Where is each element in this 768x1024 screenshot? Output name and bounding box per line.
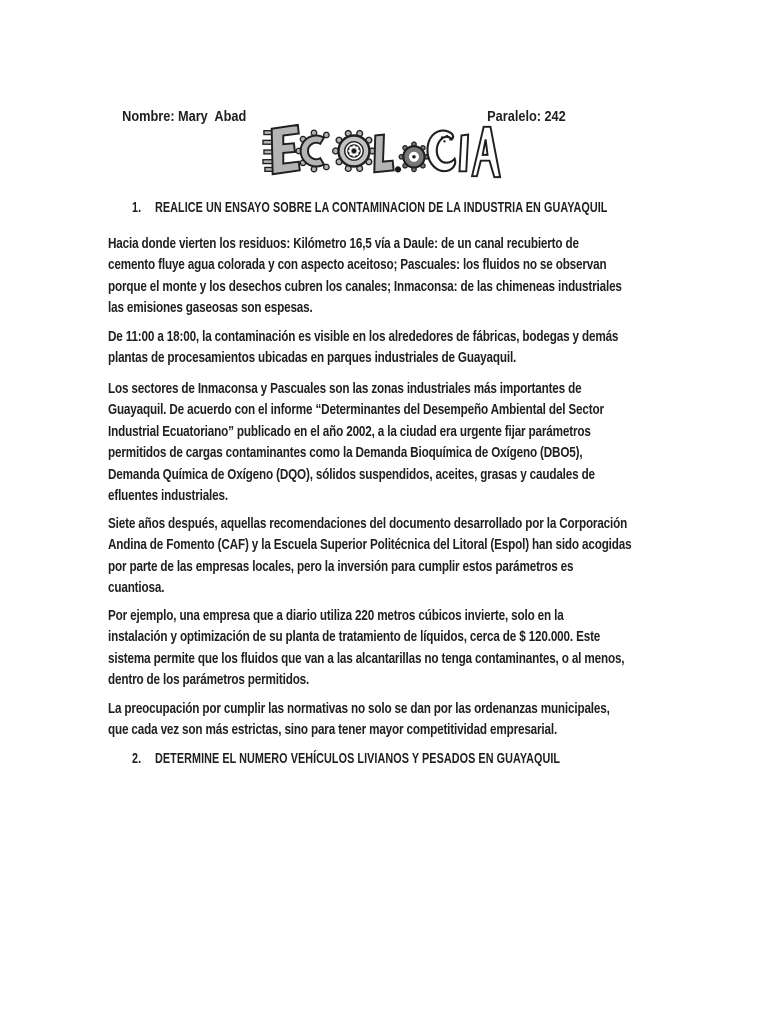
paragraph-1-line: Hacia donde vierten los residuos: Kilómetro 16,5 vía a Daule: de un canal recubierto de	[108, 235, 579, 252]
paragraph-2-line: plantas de procesamientos ubicadas en parques industriales de Guayaquil.	[108, 349, 517, 367]
paragraph-3-line: Los sectores de Inmaconsa y Pascuales son las zonas industriales más importantes de	[108, 380, 582, 397]
logo-letter-a	[472, 127, 500, 177]
paralelo-value: 242	[544, 108, 566, 125]
paragraph-1-line: porque el monte y los desechos cubren los canales; Inmaconsa: de las chimeneas industriales	[108, 277, 622, 295]
logo-letter-i	[459, 135, 468, 172]
paragraph-6	[108, 698, 685, 741]
paragraph-3	[108, 378, 685, 506]
paragraph-5-line: Por ejemplo, una empresa que a diario utiliza 220 metros cúbicos invierte, solo en la	[108, 607, 564, 624]
logo-letter-g	[427, 131, 455, 172]
name-label: Nombre:	[122, 108, 175, 125]
paragraph-3-line: efluentes industriales.	[108, 487, 228, 505]
paragraph-3-line: permitidos de cargas contaminantes como la Demanda Bioquímica de Oxígeno (DBO5),	[108, 444, 583, 462]
heading-2-number: 2.	[132, 750, 142, 767]
logo-letter-c	[296, 130, 329, 172]
paragraph-4-line: por parte de las empresas locales, pero la inversión para cumplir estos parámetros es	[108, 557, 574, 575]
heading-2-title: DETERMINE EL NUMERO VEHÍCULOS LIVIANOS Y PESADOS EN GUAYAQUIL	[155, 750, 561, 767]
paragraph-6-line: La preocupación por cumplir las normativas no solo se dan por las ordenanzas municipales,	[108, 700, 610, 717]
ecologia-logo	[262, 116, 504, 188]
paragraph-5	[108, 605, 685, 691]
name-value: Mary Abad	[177, 108, 247, 125]
essay-heading-1	[132, 199, 607, 216]
student-name-field	[108, 91, 246, 142]
paragraph-5-line: sistema permite que los fluidos que van a las alcantarillas no tenga contaminantes, o al menos,	[108, 649, 625, 667]
paragraph-3-line: Demanda Química de Oxígeno (DQO), sólidos suspendidos, aceites, grasas y caudales de	[108, 465, 595, 483]
paragraph-1	[108, 233, 685, 319]
paragraph-4-line: Siete años después, aquellas recomendaciones del documento desarrollado por la Corporación	[108, 515, 628, 532]
logo-letter-o2	[399, 142, 429, 172]
essay-heading-2	[132, 750, 560, 767]
paragraph-6-line: que cada vez son más estrictas, sino para tener mayor competitividad empresarial.	[108, 721, 558, 739]
paragraph-4	[108, 513, 685, 599]
paragraph-4-line: Andina de Fomento (CAF) y la Escuela Superior Politécnica del Litoral (Espol) han sido acogidas	[108, 536, 632, 554]
paragraph-2	[108, 326, 685, 369]
heading-1-number: 1.	[132, 199, 142, 216]
logo-letter-o1	[333, 131, 376, 172]
paragraph-1-line: las emisiones gaseosas son espesas.	[108, 299, 313, 317]
paragraph-4-line: cuantiosa.	[108, 579, 165, 597]
paragraph-3-line: Guayaquil. De acuerdo con el informe “Determinantes del Desempeño Ambiental del Sector	[108, 401, 604, 419]
paralelo-label: Paralelo:	[487, 108, 542, 125]
paragraph-5-line: dentro de los parámetros permitidos.	[108, 671, 310, 689]
paragraph-3-line: Industrial Ecuatoriano” publicado en el año 2002, a la ciudad era urgente fijar parámetros	[108, 422, 591, 440]
logo-letter-l	[374, 135, 401, 173]
heading-1-title: REALICE UN ENSAYO SOBRE LA CONTAMINACION DE LA INDUSTRIA EN GUAYAQUIL	[155, 199, 608, 216]
paragraph-1-line: cemento fluye agua colorada y con aspecto aceitoso; Pascuales: los fluidos no se observan	[108, 256, 607, 274]
paragraph-2-line: De 11:00 a 18:00, la contaminación es visible en los alrededores de fábricas, bodegas y demás	[108, 328, 619, 345]
logo-letter-e	[263, 125, 300, 174]
paragraph-5-line: instalación y optimización de su planta de tratamiento de líquidos, cerca de $ 120.000. Este	[108, 628, 601, 646]
